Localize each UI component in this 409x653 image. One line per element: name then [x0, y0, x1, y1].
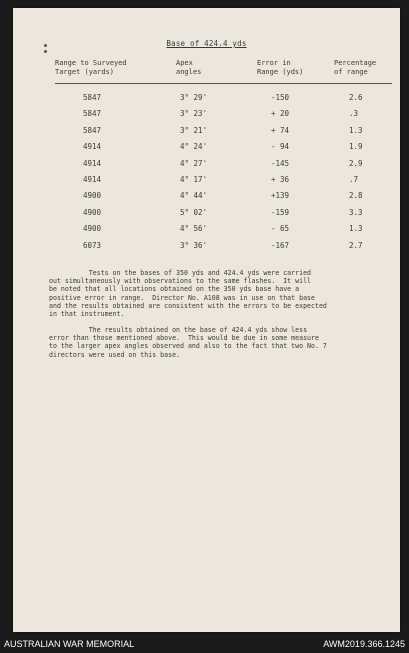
- table-row: [13, 142, 400, 158]
- cell-range: 4900: [83, 207, 102, 217]
- cell-percentage: 1.9: [349, 142, 363, 152]
- cell-angle: 4° 27': [180, 158, 208, 168]
- cell-error: - 65: [271, 224, 290, 234]
- cell-range: 4914: [83, 158, 102, 168]
- table-row: [13, 175, 400, 191]
- cell-percentage: .7: [349, 174, 359, 184]
- cell-angle: 4° 17': [180, 174, 208, 184]
- cell-angle: 5° 02': [180, 207, 208, 217]
- cell-angle: 3° 21': [180, 125, 208, 135]
- table-row: [13, 224, 400, 240]
- cell-error: -167: [271, 240, 290, 250]
- table-row: [13, 93, 400, 109]
- header-percentage: Percentage of range: [334, 59, 377, 76]
- body-paragraph-1: Tests on the bases of 350 yds and 424.4 yds were carried out simultaneously with observations to the same flashes. It will be noted that all locations obtained on the 350 yds base have a positive error in range. Director No. A108 was in use on that base and the results obtained are consistent with the errors to be expected in that instrument.: [49, 269, 327, 319]
- cell-error: + 20: [271, 109, 290, 119]
- cell-error: -150: [271, 93, 290, 102]
- cell-range: 4900: [83, 191, 102, 201]
- cell-range: 4914: [83, 174, 102, 184]
- document-page: [13, 8, 400, 632]
- cell-angle: 3° 29': [180, 93, 208, 102]
- archive-footer: [0, 637, 409, 653]
- cell-angle: 3° 23': [180, 109, 208, 119]
- cell-range: 6073: [83, 240, 102, 250]
- cell-percentage: 3.3: [349, 207, 363, 217]
- cell-error: + 36: [271, 174, 290, 184]
- document-title: Base of 424.4 yds: [166, 39, 247, 48]
- table-row: [13, 126, 400, 142]
- header-error: Error in Range (yds): [257, 59, 304, 76]
- footer-institution: AUSTRALIAN WAR MEMORIAL: [4, 639, 135, 649]
- table-row: [13, 109, 400, 125]
- cell-error: -145: [271, 158, 290, 168]
- cell-percentage: .3: [349, 109, 359, 119]
- results-table: [13, 93, 400, 257]
- cell-error: -159: [271, 207, 290, 217]
- cell-percentage: 1.3: [349, 224, 363, 234]
- cell-percentage: 2.8: [349, 191, 363, 201]
- cell-range: 5847: [83, 93, 102, 102]
- cell-angle: 3° 36': [180, 240, 208, 250]
- cell-percentage: 2.6: [349, 93, 363, 102]
- cell-percentage: 2.9: [349, 158, 363, 168]
- header-range: Range to Surveyed Target (yards): [55, 59, 127, 76]
- table-row: [13, 208, 400, 224]
- cell-error: +139: [271, 191, 290, 201]
- cell-percentage: 1.3: [349, 125, 363, 135]
- footer-catalog-id: AWM2019.366.1245: [323, 639, 405, 649]
- cell-error: - 94: [271, 142, 290, 152]
- cell-range: 4914: [83, 142, 102, 152]
- cell-angle: 4° 56': [180, 224, 208, 234]
- table-row: [13, 159, 400, 175]
- cell-angle: 4° 44': [180, 191, 208, 201]
- cell-error: + 74: [271, 125, 290, 135]
- cell-range: 4900: [83, 224, 102, 234]
- body-paragraph-2: The results obtained on the base of 424.4 yds show less error than those mentioned above. This would be due in some measure to the larger apex angles observed and also to the fact that two No. 7 directors were used on this base.: [49, 326, 327, 359]
- punch-hole-mark: [44, 50, 47, 53]
- cell-angle: 4° 24': [180, 142, 208, 152]
- cell-range: 5847: [83, 125, 102, 135]
- header-divider: [55, 83, 392, 84]
- table-row: [13, 241, 400, 257]
- table-row: [13, 191, 400, 207]
- cell-range: 5847: [83, 109, 102, 119]
- cell-percentage: 2.7: [349, 240, 363, 250]
- header-apex-angles: Apex angles: [176, 59, 202, 76]
